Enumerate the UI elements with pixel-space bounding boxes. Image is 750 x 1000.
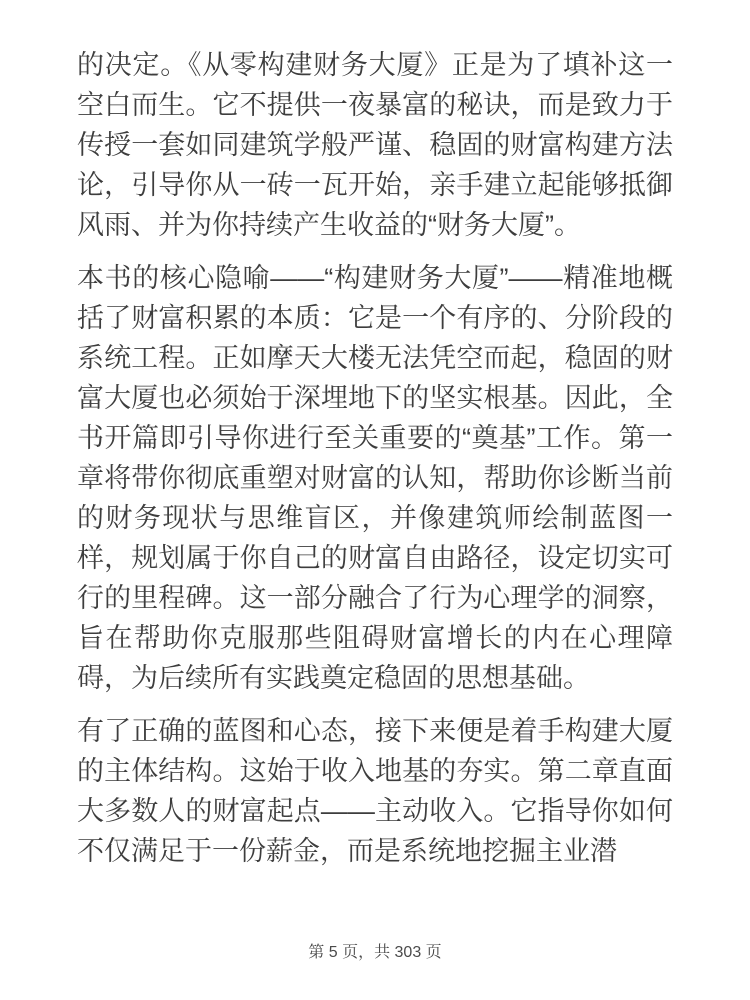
- page-indicator: 第 5 页，共 303 页: [308, 944, 442, 961]
- page-footer: [0, 939, 750, 962]
- paragraph: 的决定。《从零构建财务大厦》正是为了填补这一空白而生。它不提供一夜暴富的秘诀，而是致力于传授一套如同建筑学般严谨、稳固的财富构建方法论，引导你从一砖一瓦开始，亲手建立起能够抵御风雨、并为你持续产生收益的“财务大厦”。: [77, 50, 673, 240]
- paragraph: 本书的核心隐喻——“构建财务大厦”——精准地概括了财富积累的本质：它是一个有序的、分阶段的系统工程。正如摩天大楼无法凭空而起，稳固的财富大厦也必须始于深埋地下的坚实根基。因此，全书开篇即引导你进行至关重要的“奠基”工作。第一章将带你彻底重塑对财富的认知，帮助你诊断当前的财务现状与思维盲区，并像建筑师绘制蓝图一样，规划属于你自己的财富自由路径，设定切实可行的里程碑。这一部分融合了行为心理学的洞察，旨在帮助你克服那些阻碍财富增长的内在心理障碍，为后续所有实践奠定稳固的思想基础。: [77, 263, 673, 693]
- paragraph: 有了正确的蓝图和心态，接下来便是着手构建大厦的主体结构。这始于收入地基的夯实。第二章直面大多数人的财富起点——主动收入。它指导你如何不仅满足于一份薪金，而是系统地挖掘主业潜: [77, 716, 673, 866]
